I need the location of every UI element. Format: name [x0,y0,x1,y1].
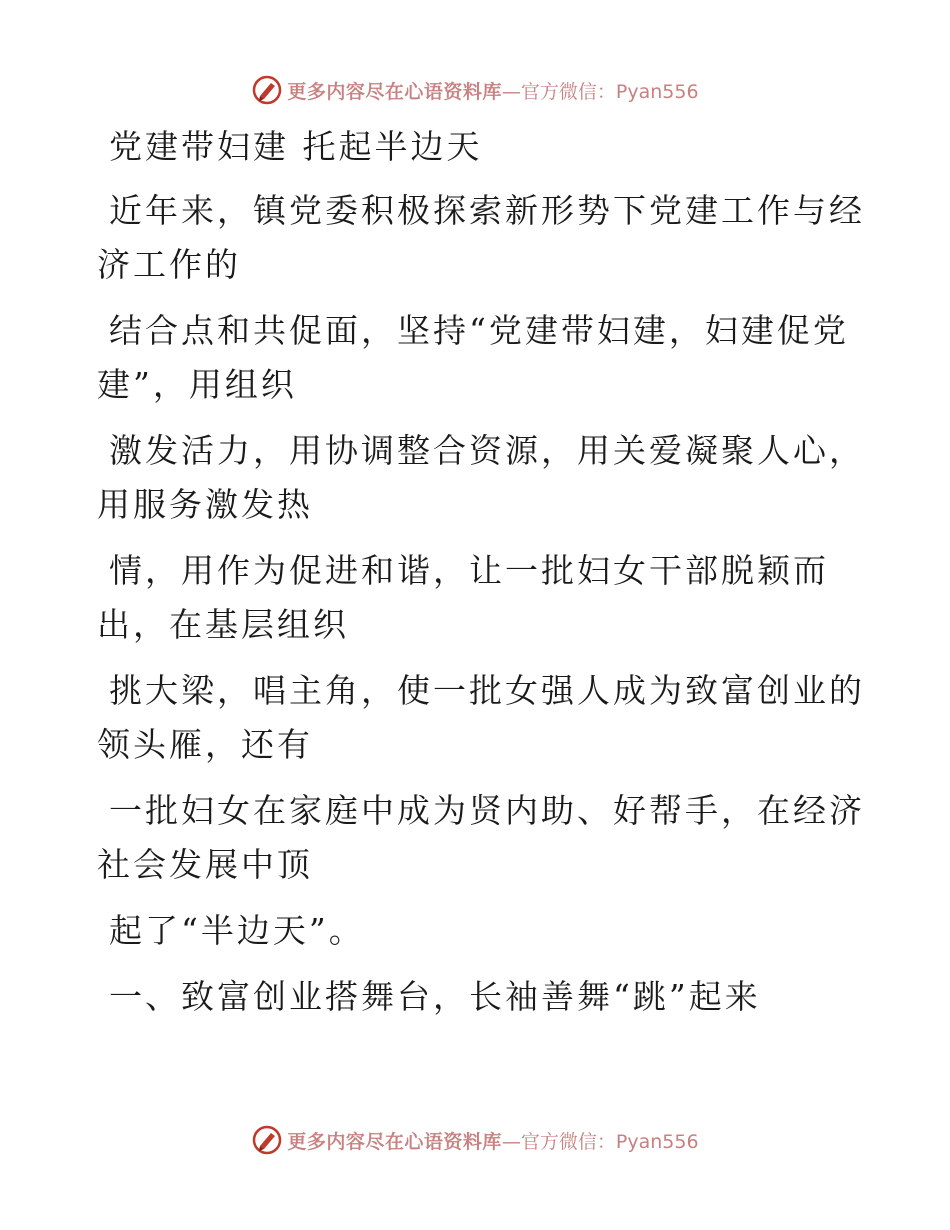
paragraph-line: 出，在基层组织 [97,605,349,644]
paragraph-line: 用服务激发热 [97,485,313,524]
pen-logo-icon [251,74,283,106]
paragraph-line: 社会发展中顶 [97,845,313,884]
pen-logo-icon [251,1124,283,1156]
paragraph-line: 领头雁，还有 [97,725,313,764]
paragraph-line: 情，用作为促进和谐，让一批妇女干部脱颖而 [109,551,829,590]
paragraph-line: 激发活力，用协调整合资源，用关爱凝聚人心， [109,431,865,470]
document-title: 党建带妇建 托起半边天 [109,127,483,166]
paragraph-line: 一批妇女在家庭中成为贤内助、好帮手，在经济 [109,791,865,830]
paragraph-line: 近年来，镇党委积极探索新形势下党建工作与经 [109,191,865,230]
footer-brand-text: 更多内容尽在心语资料库 [287,1130,502,1153]
paragraph-line: 结合点和共促面，坚持“党建带妇建，妇建促党 [109,311,849,350]
header-watermark [0,70,950,110]
header-contact-text: —官方微信：Pyan556 [501,80,699,103]
header-brand-text: 更多内容尽在心语资料库 [287,80,502,103]
footer-watermark [0,1120,950,1160]
paragraph-line: 建”，用组织 [97,365,297,404]
paragraph-line: 挑大梁，唱主角，使一批女强人成为致富创业的 [109,671,865,710]
footer-contact-text: —官方微信：Pyan556 [501,1130,699,1153]
paragraph-line: 起了“半边天”。 [109,911,365,950]
paragraph-line: 济工作的 [97,245,241,284]
document-body [97,120,865,1024]
section-heading: 一、致富创业搭舞台，长袖善舞“跳”起来 [109,977,761,1016]
